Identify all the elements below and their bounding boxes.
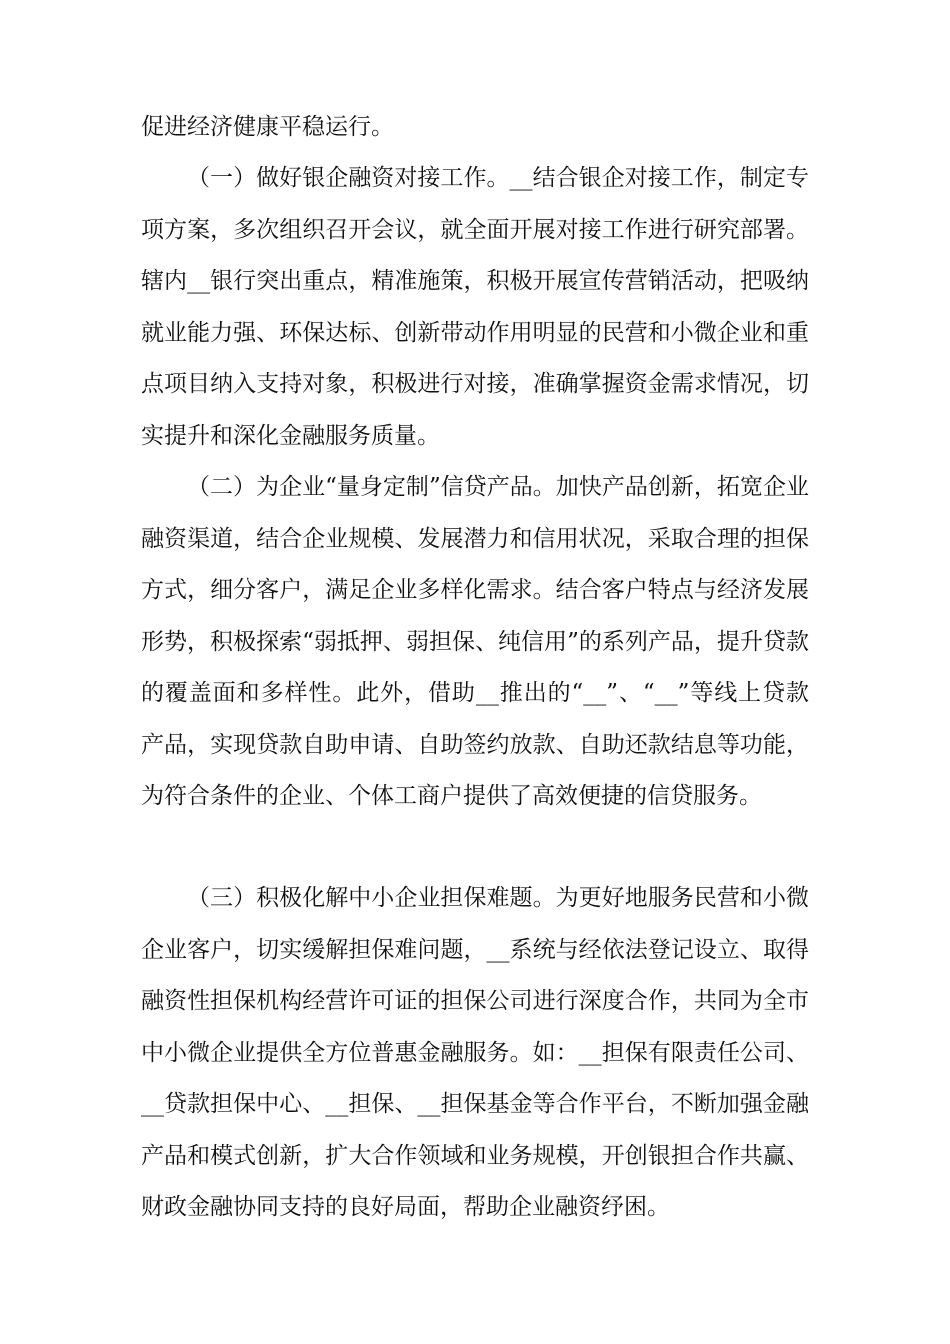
body-text: [141, 102, 809, 154]
paragraph-section-3: （三）积极化解中小企业担保难题。为更好地服务民营和小微企业客户，切实缓解担保难问题，__系统与经依法登记设立、取得融资性担保机构经营许可证的担保公司进行深度合作，共同为全市中小微企业提供全方位普惠金融服务。如：__担保有限责任公司、__贷款担保中心、__担保、__担保基金等合作平台，不断加强金融产品和模式创新，扩大合作领域和业务规模，开创银担合作共赢、财政金融协同支持的良好局面，帮助企业融资纾困。: [141, 885, 809, 1220]
section-two: [141, 462, 809, 823]
section-one: [141, 153, 809, 462]
section-three: [141, 873, 809, 1234]
paragraph-section-1: （一）做好银企融资对接工作。__结合银企对接工作，制定专项方案，多次组织召开会议，就全面开展对接工作进行研究部署。辖内__银行突出重点，精准施策，积极开展宣传营销活动，把吸纳就业能力强、环保达标、创新带动作用明显的民营和小微企业和重点项目纳入支持对象，积极进行对接，准确掌握资金需求情况，切实提升和深化金融服务质量。: [141, 165, 809, 449]
paragraph-section-2: （二）为企业“量身定制”信贷产品。加快产品创新，拓宽企业融资渠道，结合企业规模、发展潜力和信用状况，采取合理的担保方式，细分客户，满足企业多样化需求。结合客户特点与经济发展形势，积极探索“弱抵押、弱担保、纯信用”的系列产品，提升贷款的覆盖面和多样性。此外，借助__推出的“__”、“__”等线上贷款产品，实现贷款自助申请、自助签约放款、自助还款结息等功能，为符合条件的企业、个体工商户提供了高效便捷的信贷服务。: [141, 474, 809, 809]
paragraph-continuation: 促进经济健康平稳运行。: [141, 114, 394, 140]
